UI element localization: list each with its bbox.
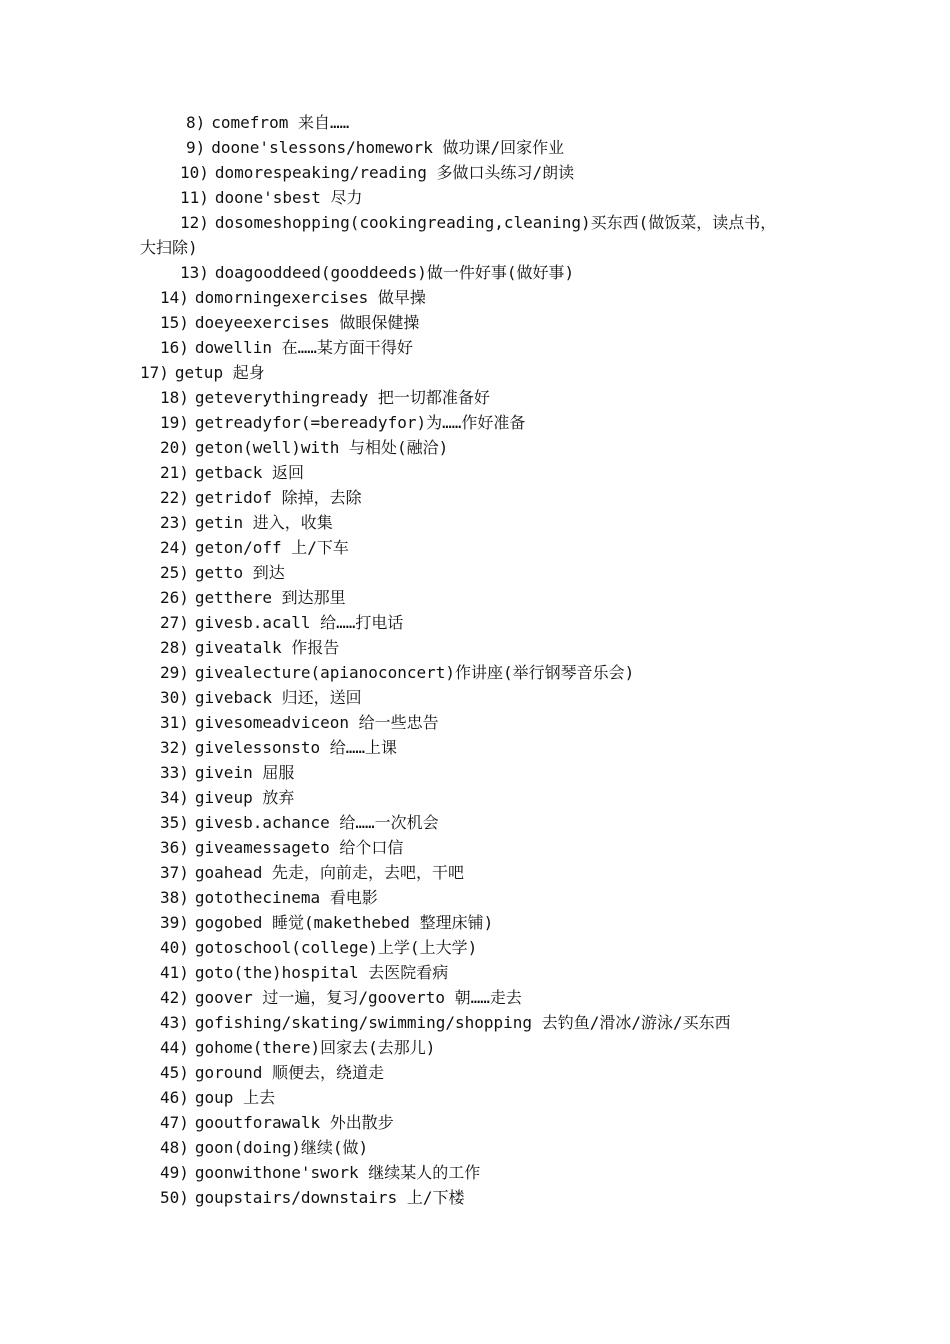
item-number: 17) bbox=[140, 363, 169, 382]
item-text: geteverythingready 把一切都准备好 bbox=[194, 388, 490, 407]
list-item bbox=[160, 610, 403, 635]
item-text: comefrom 来自…… bbox=[211, 113, 350, 132]
item-number: 15) bbox=[160, 313, 189, 332]
item-number: 29) bbox=[160, 663, 189, 682]
item-number: 13) bbox=[180, 263, 209, 282]
list-item bbox=[180, 260, 574, 285]
list-item bbox=[160, 785, 294, 810]
item-number: 48) bbox=[160, 1138, 189, 1157]
item-text: doone'slessons/homework 做功课/回家作业 bbox=[211, 138, 565, 157]
item-text: getridof 除掉，去除 bbox=[194, 488, 362, 507]
item-text: goonwithone'swork 继续某人的工作 bbox=[194, 1163, 481, 1182]
list-item bbox=[160, 810, 439, 835]
list-item bbox=[160, 960, 448, 985]
item-number: 23) bbox=[160, 513, 189, 532]
list-item bbox=[160, 1160, 480, 1185]
item-number: 22) bbox=[160, 488, 189, 507]
list-item bbox=[160, 1010, 731, 1035]
list-item bbox=[160, 460, 304, 485]
list-item bbox=[160, 1060, 384, 1085]
item-text: domorespeaking/reading 多做口头练习/朗读 bbox=[214, 163, 575, 182]
item-number: 42) bbox=[160, 988, 189, 1007]
list-item bbox=[160, 735, 397, 760]
item-number: 16) bbox=[160, 338, 189, 357]
item-number: 30) bbox=[160, 688, 189, 707]
item-number: 33) bbox=[160, 763, 189, 782]
item-number: 18) bbox=[160, 388, 189, 407]
item-text: gooutforawalk 外出散步 bbox=[194, 1113, 394, 1132]
list-item bbox=[160, 660, 634, 685]
item-text: getback 返回 bbox=[194, 463, 304, 482]
item-text: dosomeshopping(cookingreading,cleaning)买东西(做饭菜，读点书， bbox=[214, 213, 777, 232]
item-text: gohome(there)回家去(去那儿) bbox=[194, 1038, 436, 1057]
list-item bbox=[160, 585, 346, 610]
list-item bbox=[160, 560, 285, 585]
item-number: 43) bbox=[160, 1013, 189, 1032]
item-number: 47) bbox=[160, 1113, 189, 1132]
item-number: 24) bbox=[160, 538, 189, 557]
item-number: 14) bbox=[160, 288, 189, 307]
list-item bbox=[160, 335, 413, 360]
item-number: 19) bbox=[160, 413, 189, 432]
item-number: 12) bbox=[180, 213, 209, 232]
item-number: 35) bbox=[160, 813, 189, 832]
item-text: givelessonsto 给……上课 bbox=[194, 738, 398, 757]
list-item bbox=[160, 985, 522, 1010]
item-number: 8) bbox=[186, 113, 206, 132]
item-text: goupstairs/downstairs 上/下楼 bbox=[194, 1188, 465, 1207]
item-number: 11) bbox=[180, 188, 209, 207]
item-text: getreadyfor(=bereadyfor)为……作好准备 bbox=[194, 413, 526, 432]
list-item bbox=[160, 835, 403, 860]
list-item bbox=[160, 310, 419, 335]
item-number: 31) bbox=[160, 713, 189, 732]
list-item bbox=[160, 1185, 464, 1210]
list-item bbox=[160, 385, 490, 410]
list-item bbox=[160, 535, 349, 560]
item-text: 大扫除) bbox=[140, 238, 198, 257]
item-text: doagooddeed(gooddeeds)做一件好事(做好事) bbox=[214, 263, 575, 282]
item-text: gogobed 睡觉(makethebed 整理床铺) bbox=[194, 913, 494, 932]
list-item bbox=[180, 185, 363, 210]
item-number: 37) bbox=[160, 863, 189, 882]
item-number: 32) bbox=[160, 738, 189, 757]
list-item bbox=[160, 860, 464, 885]
list-item bbox=[160, 435, 448, 460]
item-number: 44) bbox=[160, 1038, 189, 1057]
item-number: 50) bbox=[160, 1188, 189, 1207]
item-text: giveamessageto 给个口信 bbox=[194, 838, 404, 857]
item-number: 45) bbox=[160, 1063, 189, 1082]
item-text: getup 起身 bbox=[174, 363, 265, 382]
list-item bbox=[180, 160, 574, 185]
item-text: givesb.achance 给……一次机会 bbox=[194, 813, 439, 832]
list-item bbox=[160, 910, 493, 935]
item-text: doone'sbest 尽力 bbox=[214, 188, 363, 207]
item-text: goup 上去 bbox=[194, 1088, 276, 1107]
list-item bbox=[160, 685, 362, 710]
item-text: goround 顺便去，绕道走 bbox=[194, 1063, 384, 1082]
list-item bbox=[160, 1135, 368, 1160]
item-number: 34) bbox=[160, 788, 189, 807]
item-number: 49) bbox=[160, 1163, 189, 1182]
item-text: gofishing/skating/swimming/shopping 去钓鱼/滑冰/游泳/买东西 bbox=[194, 1013, 731, 1032]
item-number: 21) bbox=[160, 463, 189, 482]
item-text: getin 进入，收集 bbox=[194, 513, 333, 532]
item-text: gotoschool(college)上学(上大学) bbox=[194, 938, 478, 957]
list-item bbox=[160, 485, 362, 510]
item-text: geton(well)with 与相处(融洽) bbox=[194, 438, 449, 457]
item-number: 10) bbox=[180, 163, 209, 182]
list-item bbox=[160, 935, 477, 960]
item-number: 36) bbox=[160, 838, 189, 857]
item-text: goahead 先走，向前走，去吧，干吧 bbox=[194, 863, 464, 882]
item-text: goon(doing)继续(做) bbox=[194, 1138, 369, 1157]
list-item bbox=[160, 510, 333, 535]
list-item bbox=[160, 1110, 394, 1135]
item-number: 9) bbox=[186, 138, 206, 157]
item-number: 46) bbox=[160, 1088, 189, 1107]
item-text: giveup 放弃 bbox=[194, 788, 295, 807]
list-item bbox=[160, 710, 439, 735]
list-item bbox=[186, 135, 564, 160]
item-text: gotothecinema 看电影 bbox=[194, 888, 378, 907]
item-text: goto(the)hospital 去医院看病 bbox=[194, 963, 449, 982]
item-text: givesomeadviceon 给一些忠告 bbox=[194, 713, 439, 732]
list-item bbox=[160, 885, 378, 910]
item-number: 41) bbox=[160, 963, 189, 982]
list-item bbox=[160, 1035, 435, 1060]
item-text: domorningexercises 做早操 bbox=[194, 288, 426, 307]
list-item bbox=[140, 360, 265, 385]
item-number: 38) bbox=[160, 888, 189, 907]
item-number: 25) bbox=[160, 563, 189, 582]
item-number: 20) bbox=[160, 438, 189, 457]
item-text: givealecture(apianoconcert)作讲座(举行钢琴音乐会) bbox=[194, 663, 635, 682]
item-text: dowellin 在……某方面干得好 bbox=[194, 338, 413, 357]
list-item bbox=[180, 210, 776, 235]
item-text: getthere 到达那里 bbox=[194, 588, 346, 607]
item-text: getto 到达 bbox=[194, 563, 285, 582]
item-text: doeyeexercises 做眼保健操 bbox=[194, 313, 420, 332]
list-item bbox=[160, 410, 525, 435]
list-item bbox=[160, 760, 294, 785]
item-text: giveatalk 作报告 bbox=[194, 638, 340, 657]
list-item bbox=[160, 285, 426, 310]
item-text: geton/off 上/下车 bbox=[194, 538, 349, 557]
list-item-continuation bbox=[140, 235, 198, 260]
item-text: goover 过一遍，复习/gooverto 朝……走去 bbox=[194, 988, 522, 1007]
item-text: givein 屈服 bbox=[194, 763, 295, 782]
list-item bbox=[160, 635, 339, 660]
item-number: 27) bbox=[160, 613, 189, 632]
list-item bbox=[186, 110, 349, 135]
item-number: 40) bbox=[160, 938, 189, 957]
item-number: 28) bbox=[160, 638, 189, 657]
list-item bbox=[160, 1085, 275, 1110]
item-text: giveback 归还，送回 bbox=[194, 688, 362, 707]
item-number: 39) bbox=[160, 913, 189, 932]
item-number: 26) bbox=[160, 588, 189, 607]
item-text: givesb.acall 给……打电话 bbox=[194, 613, 404, 632]
